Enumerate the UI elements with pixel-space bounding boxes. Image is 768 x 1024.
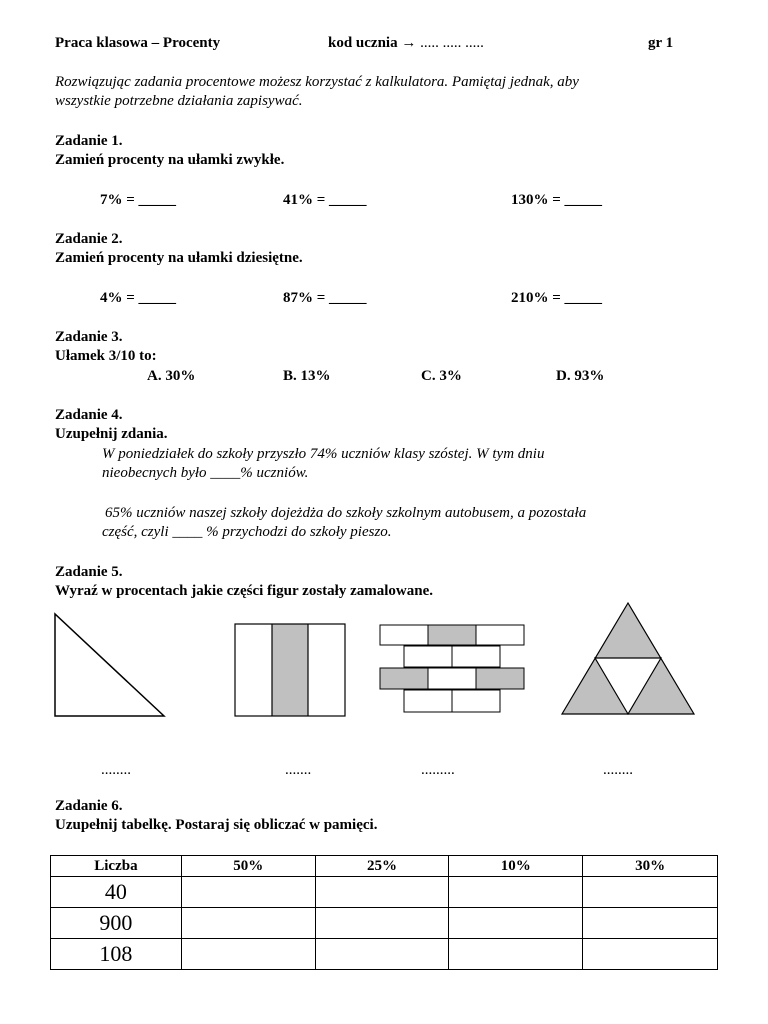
table-header-cell: 30% [583,856,718,877]
intro-line-1: Rozwiązując zadania procentowe możesz korzystać z kalkulatora. Pamiętaj jednak, aby [55,74,579,90]
task3-option-a: A. 30% [147,368,196,384]
task5-instruction: Wyraź w procentach jakie części figur zostały zamalowane. [55,583,433,599]
table-answer-cell[interactable] [583,877,718,908]
table-answer-cell[interactable] [583,908,718,939]
task3-option-d: D. 93% [556,368,605,384]
task3-question: Ułamek 3/10 to: [55,348,157,364]
figure-brick-wall [378,624,528,714]
table-answer-cell[interactable] [449,908,583,939]
table-header-row [51,856,718,877]
table-number-cell: 40 [51,877,182,908]
table-answer-cell[interactable] [181,877,315,908]
worksheet-title: Praca klasowa – Procenty [55,35,221,51]
table-header-cell: Liczba [51,856,182,877]
table-header-cell: 25% [315,856,449,877]
student-code-dots: ..... ..... ..... [420,35,484,51]
task6-title: Zadanie 6. [55,798,123,814]
task6-instruction: Uzupełnij tabelkę. Postaraj się obliczać w pamięci. [55,817,378,833]
task5-answer-3: ......... [421,762,455,778]
task5-title: Zadanie 5. [55,564,123,580]
task2-item: 87% = _____ [283,290,367,306]
figure-right-triangle [53,612,167,718]
task1-item: 130% = _____ [511,192,603,208]
intro-line-2: wszystkie potrzebne działania zapisywać. [55,93,303,109]
table-answer-cell[interactable] [181,939,315,970]
task1-instruction: Zamień procenty na ułamki zwykłe. [55,152,285,168]
table-answer-cell[interactable] [315,908,449,939]
table-row [51,877,718,908]
table-answer-cell[interactable] [449,939,583,970]
task4-sentence2-line1: 65% uczniów naszej szkoły dojeżdża do szkoły szkolnym autobusem, a pozostała [105,505,587,521]
task2-instruction: Zamień procenty na ułamki dziesiętne. [55,250,303,266]
task5-answer-4: ........ [603,762,633,778]
table-header-cell: 50% [181,856,315,877]
task5-answer-1: ........ [101,762,131,778]
task2-title: Zadanie 2. [55,231,123,247]
arrow-right-icon: → [401,35,417,51]
percent-table [50,855,718,970]
task4-sentence1-line2: nieobecnych było ____% uczniów. [102,465,309,481]
table-answer-cell[interactable] [583,939,718,970]
table-row [51,939,718,970]
figure-sierpinski-triangle [560,601,696,717]
table-number-cell: 108 [51,939,182,970]
table-row [51,908,718,939]
task4-sentence2-line2: część, czyli ____ % przychodzi do szkoły pieszo. [102,524,392,540]
task3-option-b: B. 13% [283,368,331,384]
task2-item: 4% = _____ [100,290,177,306]
task1-item: 7% = _____ [100,192,177,208]
task4-sentence1-line1: W poniedziałek do szkoły przyszło 74% uczniów klasy szóstej. W tym dniu [102,446,545,462]
task4-instruction: Uzupełnij zdania. [55,426,168,442]
table-answer-cell[interactable] [449,877,583,908]
table-header-cell: 10% [449,856,583,877]
table-answer-cell[interactable] [181,908,315,939]
task5-answer-2: ....... [285,762,312,778]
task3-title: Zadanie 3. [55,329,123,345]
task1-item: 41% = _____ [283,192,367,208]
student-code-label: kod ucznia [328,35,398,51]
task4-title: Zadanie 4. [55,407,123,423]
task3-option-c: C. 3% [421,368,462,384]
student-code [328,35,484,52]
task2-item: 210% = _____ [511,290,603,306]
task1-title: Zadanie 1. [55,133,123,149]
figure-striped-rectangle [234,623,347,718]
table-answer-cell[interactable] [315,939,449,970]
table-answer-cell[interactable] [315,877,449,908]
table-number-cell: 900 [51,908,182,939]
group-label: gr 1 [648,35,674,51]
